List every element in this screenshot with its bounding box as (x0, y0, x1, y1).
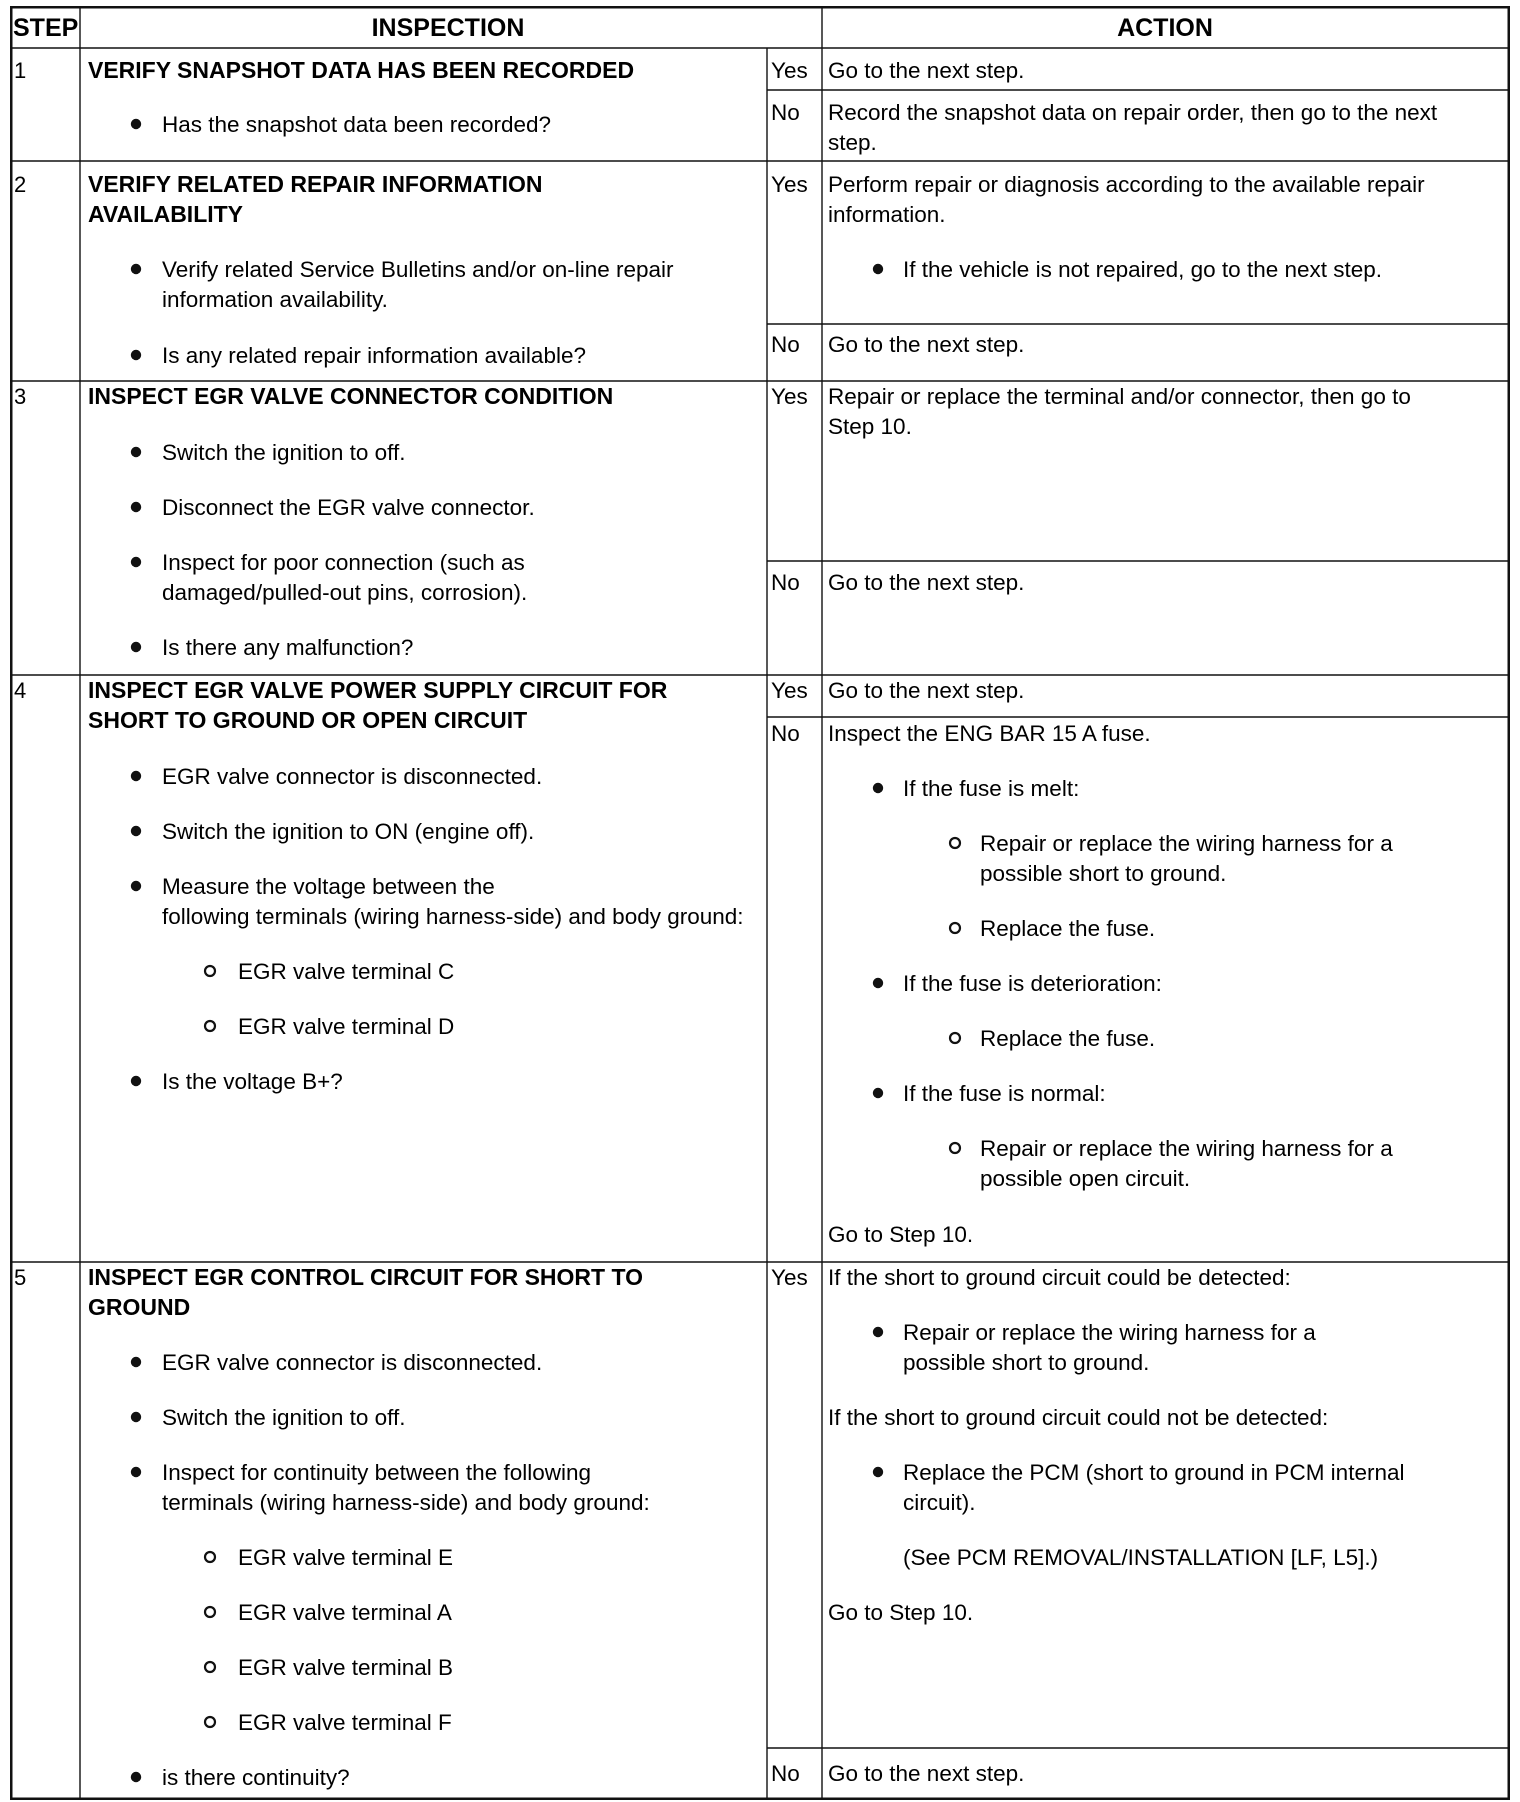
header-inspection: INSPECTION (371, 14, 525, 42)
yes-label: Yes (771, 58, 808, 83)
step-number: 1 (14, 58, 27, 83)
bullet-icon (873, 978, 883, 988)
bullet-icon (131, 350, 141, 360)
inspection-item: Is the voltage B+? (162, 1069, 343, 1094)
yes-label: Yes (771, 678, 808, 703)
inspection-item: Verify related Service Bulletins and/or on-line repair (162, 257, 674, 282)
action-text: (See PCM REMOVAL/INSTALLATION [LF, L5].) (903, 1545, 1379, 1570)
action-text: Replace the fuse. (980, 1026, 1156, 1051)
inspection-item: EGR valve connector is disconnected. (162, 764, 543, 789)
step-number: 4 (14, 678, 27, 703)
yes-label: Yes (771, 384, 808, 409)
bullet-icon (131, 119, 141, 129)
inspection-item: following terminals (wiring harness-side) and body ground: (162, 904, 744, 929)
bullet-icon (131, 1467, 141, 1477)
action-text: Repair or replace the terminal and/or connector, then go to (828, 384, 1411, 409)
action-text: Perform repair or diagnosis according to the available repair (828, 172, 1425, 197)
action-text: If the fuse is normal: (903, 1081, 1106, 1106)
step-number: 2 (14, 172, 27, 197)
step-title: INSPECT EGR VALVE CONNECTOR CONDITION (88, 383, 614, 409)
action-text: Go to the next step. (828, 58, 1025, 83)
step-number: 5 (14, 1265, 27, 1290)
bullet-icon (131, 502, 141, 512)
no-label: No (771, 100, 800, 125)
bullet-icon (873, 264, 883, 274)
bullet-icon (131, 1772, 141, 1782)
sub-bullet-icon (205, 1607, 215, 1617)
sub-bullet-icon (205, 1717, 215, 1727)
step-title: GROUND (88, 1294, 191, 1320)
action-text: Go to Step 10. (828, 1600, 974, 1625)
step-title: SHORT TO GROUND OR OPEN CIRCUIT (88, 707, 528, 733)
bullet-icon (131, 1357, 141, 1367)
inspection-item: Has the snapshot data been recorded? (162, 112, 552, 137)
step-title: INSPECT EGR VALVE POWER SUPPLY CIRCUIT FOR (88, 677, 668, 703)
action-text: Repair or replace the wiring harness for a (903, 1320, 1316, 1345)
inspection-item: damaged/pulled-out pins, corrosion). (162, 580, 528, 605)
inspection-subitem: EGR valve terminal F (238, 1710, 452, 1735)
step-title: VERIFY SNAPSHOT DATA HAS BEEN RECORDED (88, 57, 635, 83)
action-text: circuit). (903, 1490, 976, 1515)
inspection-subitem: EGR valve terminal D (238, 1014, 455, 1039)
action-text: If the short to ground circuit could not be detected: (828, 1405, 1329, 1430)
sub-bullet-icon (950, 838, 960, 848)
action-text: possible short to ground. (903, 1350, 1150, 1375)
bullet-icon (873, 1327, 883, 1337)
bullet-icon (131, 557, 141, 567)
step-number: 3 (14, 384, 27, 409)
bullet-icon (131, 642, 141, 652)
action-text: Replace the PCM (short to ground in PCM internal (903, 1460, 1405, 1485)
inspection-item: information availability. (162, 287, 388, 312)
action-text: If the fuse is deterioration: (903, 971, 1162, 996)
yes-label: Yes (771, 172, 808, 197)
inspection-item: Inspect for continuity between the following (162, 1460, 592, 1485)
action-text: Go to the next step. (828, 678, 1025, 703)
no-label: No (771, 1761, 800, 1786)
bullet-icon (131, 264, 141, 274)
inspection-item: Disconnect the EGR valve connector. (162, 495, 535, 520)
bullet-icon (873, 1088, 883, 1098)
inspection-item: Switch the ignition to ON (engine off). (162, 819, 535, 844)
action-text: Repair or replace the wiring harness for a (980, 831, 1393, 856)
action-text: If the short to ground circuit could be detected: (828, 1265, 1291, 1290)
action-text: Go to the next step. (828, 332, 1025, 357)
action-text: Replace the fuse. (980, 916, 1156, 941)
inspection-subitem: EGR valve terminal B (238, 1655, 454, 1680)
inspection-item: Switch the ignition to off. (162, 1405, 406, 1430)
inspection-item: Is any related repair information available? (162, 343, 586, 368)
inspection-item: is there continuity? (162, 1765, 350, 1790)
inspection-item: Switch the ignition to off. (162, 440, 406, 465)
sub-bullet-icon (205, 1021, 215, 1031)
no-label: No (771, 721, 800, 746)
no-label: No (771, 570, 800, 595)
action-text: Go to Step 10. (828, 1222, 974, 1247)
step-title: INSPECT EGR CONTROL CIRCUIT FOR SHORT TO (88, 1264, 643, 1290)
inspection-item: terminals (wiring harness-side) and body ground: (162, 1490, 650, 1515)
sub-bullet-icon (950, 1143, 960, 1153)
bullet-icon (131, 1076, 141, 1086)
action-text: Record the snapshot data on repair order, then go to the next (828, 100, 1438, 125)
step-title: AVAILABILITY (88, 201, 244, 227)
inspection-item: Inspect for poor connection (such as (162, 550, 525, 575)
no-label: No (771, 332, 800, 357)
bullet-icon (131, 881, 141, 891)
sub-bullet-icon (205, 966, 215, 976)
bullet-icon (131, 826, 141, 836)
action-text: If the vehicle is not repaired, go to the next step. (903, 257, 1383, 282)
action-text: possible short to ground. (980, 861, 1227, 886)
sub-bullet-icon (205, 1662, 215, 1672)
bullet-icon (873, 1467, 883, 1477)
bullet-icon (131, 771, 141, 781)
action-text: Go to the next step. (828, 1761, 1025, 1786)
diagnostic-table-graphic (10, 6, 1510, 1800)
sub-bullet-icon (950, 923, 960, 933)
inspection-item: Measure the voltage between the (162, 874, 495, 899)
step-title: VERIFY RELATED REPAIR INFORMATION (88, 171, 543, 197)
action-text: Inspect the ENG BAR 15 A fuse. (828, 721, 1151, 746)
bullet-icon (131, 1412, 141, 1422)
yes-label: Yes (771, 1265, 808, 1290)
action-text: If the fuse is melt: (903, 776, 1080, 801)
inspection-subitem: EGR valve terminal E (238, 1545, 454, 1570)
header-step: STEP (13, 14, 79, 42)
inspection-item: Is there any malfunction? (162, 635, 414, 660)
action-text: Repair or replace the wiring harness for a (980, 1136, 1393, 1161)
bullet-icon (131, 447, 141, 457)
sub-bullet-icon (205, 1552, 215, 1562)
action-text: Go to the next step. (828, 570, 1025, 595)
action-text: information. (828, 202, 946, 227)
inspection-subitem: EGR valve terminal A (238, 1600, 452, 1625)
inspection-subitem: EGR valve terminal C (238, 959, 455, 984)
header-action: ACTION (1117, 14, 1213, 42)
action-text: possible open circuit. (980, 1166, 1191, 1191)
action-text: step. (828, 130, 877, 155)
diagnostic-procedure-table (10, 6, 1510, 1800)
bullet-icon (873, 783, 883, 793)
inspection-item: EGR valve connector is disconnected. (162, 1350, 543, 1375)
action-text: Step 10. (828, 414, 912, 439)
sub-bullet-icon (950, 1033, 960, 1043)
